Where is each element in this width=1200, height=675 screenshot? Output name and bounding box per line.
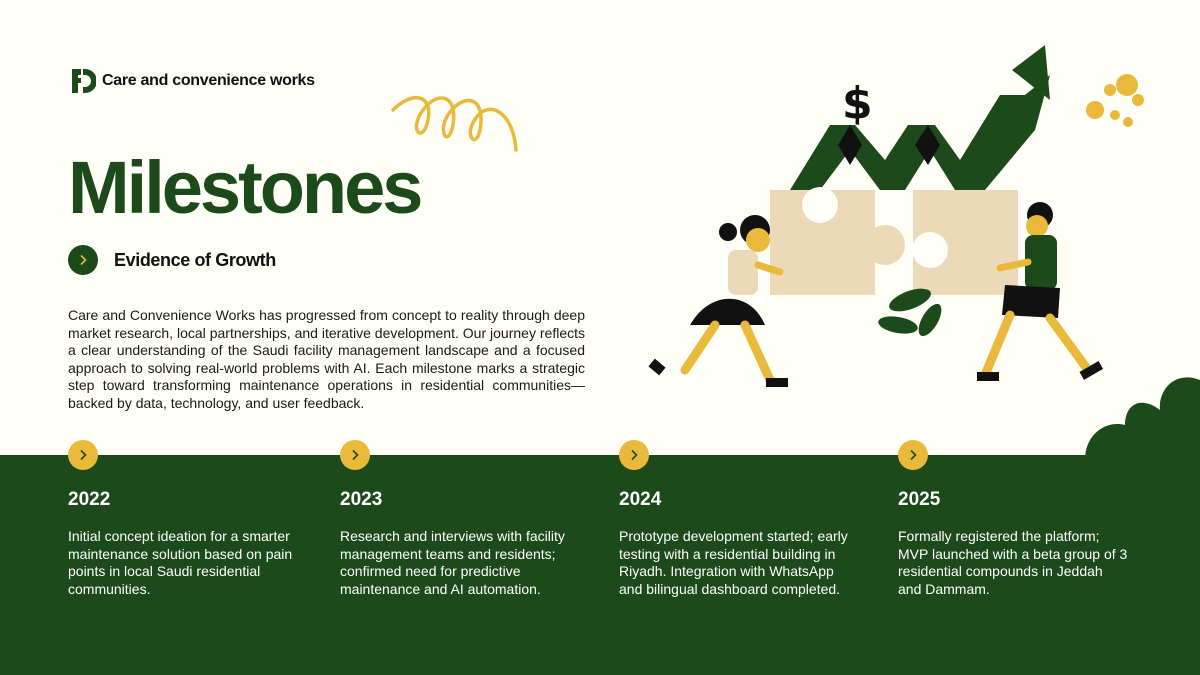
intro-paragraph: Care and Convenience Works has progressed from concept to reality through deep market research, local partnerships, and iterative development. Our journey reflects a clear understanding of the Saudi facility management landscape and a focused approach to solving real-world problems with AI. Each milestone marks a strategic step toward transforming maintenance operations in residential communities—backed by data, technology, and user feedback. <box>68 307 585 411</box>
chevron-right-icon <box>907 449 919 461</box>
page-title: Milestones <box>68 146 421 229</box>
milestone-year: 2023 <box>340 489 383 510</box>
chevron-right-button[interactable] <box>340 440 370 470</box>
chevron-right-button[interactable] <box>619 440 649 470</box>
milestone-year: 2025 <box>898 489 941 510</box>
milestone-text: Initial concept ideation for a smarter maintenance solution based on pain points in local Saudi residential communities. <box>68 528 293 597</box>
chevron-right-icon <box>77 254 89 266</box>
page-subtitle: Evidence of Growth <box>114 249 276 270</box>
chevron-right-icon <box>349 449 361 461</box>
milestone-text: Research and interviews with facility management teams and residents; confirmed need for predictive maintenance and AI automation. <box>340 528 565 597</box>
chevron-right-button[interactable] <box>898 440 928 470</box>
flower-decoration <box>1086 74 1144 127</box>
chevron-right-icon <box>628 449 640 461</box>
milestone-text: Prototype development started; early testing with a residential building in Riyadh. Integration with WhatsApp and bilingual dashboard completed. <box>619 528 848 597</box>
dollar-icon: $ <box>842 78 873 129</box>
woman-figure-icon <box>648 215 788 387</box>
growth-illustration <box>640 40 1200 400</box>
milestone-2022 <box>68 440 298 598</box>
chevron-right-button[interactable] <box>68 245 98 275</box>
chevron-right-button[interactable] <box>68 440 98 470</box>
milestone-2025 <box>898 440 1128 598</box>
milestone-2024 <box>619 440 849 598</box>
brand-name: Care and convenience works <box>102 72 315 89</box>
cw-logo-icon <box>68 67 96 95</box>
chevron-right-icon <box>77 449 89 461</box>
brand <box>68 67 315 95</box>
subtitle-row <box>68 245 276 275</box>
milestone-year: 2022 <box>68 489 111 510</box>
milestone-text: Formally registered the platform; MVP launched with a beta group of 3 residential compounds in Jeddah and Dammam. <box>898 528 1128 597</box>
milestone-year: 2024 <box>619 489 662 510</box>
milestone-2023 <box>340 440 570 598</box>
growth-arrow-icon <box>790 45 1050 190</box>
